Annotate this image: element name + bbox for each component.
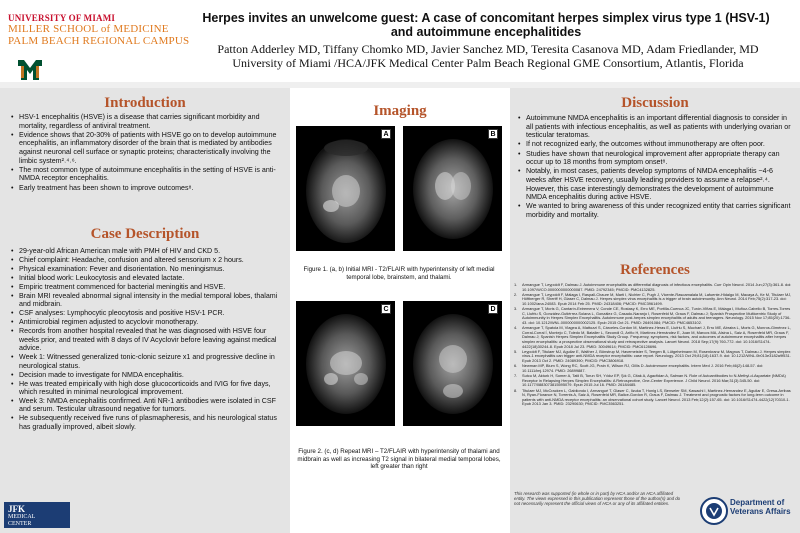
list-item: • Early treatment has been shown to improve outcomes⁸. <box>11 184 281 193</box>
list-item: • Physical examination: Fever and disorientation. No meningismus. <box>11 265 281 273</box>
affiliation: University of Miami /HCA/JFK Medical Center Palm Beach Regional GME Consortium, Atlantis, Florida <box>232 56 744 70</box>
list-item: • Evidence shows that 20-30% of patients with HSVE go on to develop autoimmune encephalitis, an inflammatory disorder of the brain that is mediated by antibodies against neuronal cell surface or synaptic proteins; characteristically involving the limbic system²˒⁴˒⁶. <box>11 131 281 165</box>
imaging-heading: Imaging <box>373 103 427 119</box>
va-seal-icon <box>700 497 728 525</box>
list-item: • Notably, in most cases, patients develop symptoms of NMDA encephalitis ~4-6 weeks after HSVE recovery, usually leading providers to assume a relapse²˒⁴. However, this case interestingly demonstrates the development of autoimmune NMDA encephalitis during active HSVE. <box>518 167 794 201</box>
list-item: • Decision made to investigate for NMDA encephalitis. <box>11 371 281 379</box>
list-item: • Initial blood work: Leukocytosis and elevated lactate. <box>11 274 281 282</box>
reference-item: 5. Leypoldt F, Titulaer MJ, Aguilar E, Walther J, Bönstrup M, Havemeister S, Teegen B, Lütgehetmann M, Rosenkranz M, Magnus T, Dalmau J. Herpes simplex virus-1 encephalitis can trigger anti-NMDA receptor encephalitis: case report. Neurology. 2013 Oct 29;81(18):1637-9. doi: 10.1212/WNL.0b013e3182a9f531. Epub 2013 Oct 2. PMID: 24089390; PMCID: PMC3806918. <box>514 348 791 363</box>
list-item: • Studies have shown that neurological improvement after appropriate therapy can occur up to 18 months from symptom onset⁸. <box>518 150 794 167</box>
case-description-list <box>11 247 281 432</box>
list-item: • Records from another hospital revealed that he was diagnosed with HSVE four weeks prior, and treated with 8 days of IV Acyclovir before leaving against medical advice. <box>11 327 281 352</box>
list-item: • Chief complaint: Headache, confusion and altered sensorium x 2 hours. <box>11 256 281 264</box>
case-description-heading: Case Description <box>90 226 200 242</box>
list-item: • He subsequently received five runs of plasmapheresis, and his neurological status has gradually improved, albeit slowly. <box>11 414 281 431</box>
references-list <box>514 283 792 408</box>
poster-title: Herpes invites an unwelcome guest: A case of concomitant herpes simplex virus type 1 (HSV-1) and autoimmune encephalitides <box>202 11 770 39</box>
list-item: • Brain MRI revealed abnormal signal intensity in the medial temporal lobes, thalami and midbrain. <box>11 292 281 309</box>
mri-image-a <box>296 126 395 251</box>
list-item: • Empiric treatment commenced for bacterial meningitis and HSVE. <box>11 283 281 291</box>
school-line-2: PALM BEACH REGIONAL CAMPUS <box>8 35 190 47</box>
va-logo-text: Department of Veterans Affairs <box>730 498 791 516</box>
reference-item: 8. Titulaer MJ, McCracken L, Gabilondo I, Armangué T, Glaser C, Iizuka T, Honig LS, Benseler SM, Kawachi I, Martinez-Hernandez E, Aguilar E, Gresa-Arribas N, Ryan-Florance N, Torrents A, Saiz A, Rosenfeld MR, Balice-Gordon R, Graus F, Dalmau J. Treatment and prognostic factors for long-term outcome in patients with anti-NMDA receptor encephalitis: an observational cohort study. Lancet Neurol. 2013 Feb;12(2):157-65. doi: 10.1016/S1474-4422(12)70310-1. Epub 2013 Jan 3. PMID: 23290630; PMCID: PMC3563251. <box>514 387 791 407</box>
list-item: • If not recognized early, the outcomes without immunotherapy are often poor. <box>518 140 794 149</box>
va-logo <box>700 494 796 528</box>
author-list: Patton Adderley MD, Tiffany Chomko MD, Javier Sanchez MD, Teresita Casanova MD, Adam Friedlander, MD <box>217 42 759 56</box>
reference-item: 4. Armangue T, Spatola M, Vlagea A, Mattozzi S, Cárceles-Cordon M, Martinez-Heras E, Llufriu S, Muchart J, Erro ME, Abraira L, Moris G, Monros-Giménez L, Corral-Corral Í, Montejo C, Toledo M, Bataller L, Secondi G, Ariño H, Martínez-Hernández E, Juan M, Marcos MA, Alsina L, Saiz A, Rosenfeld MR, Graus F, Dalmau J; Spanish Herpes Simplex Encephalitis Study Group. Frequency, symptoms, risk factors, and outcomes of autoimmune encephalitis after herpes simplex encephalitis: a prospective observational study and retrospective analysis. Lancet Neurol. 2018 Sep;17(9):760-772. doi: 10.1016/S1474-4422(18)30244-8. Epub 2018 Jul 23. PMID: 30049614; PMCID: PMC6128696. <box>514 325 791 349</box>
introduction-list <box>11 113 281 193</box>
list-item: • HSV-1 encephalitis (HSVE) is a disease that carries significant morbidity and mortality, regardless of antiviral treatment. <box>11 113 281 130</box>
list-item: • The most common type of autoimmune encephalitis in the setting of HSVE is anti-NMDA receptor encephalitis. <box>11 166 281 183</box>
reference-item: 6. Newman MP, Blum S, Wong RC, Scott JG, Prain K, Wilson RJ, Gillis D. Autoimmune encephalitis. Intern Med J. 2016 Feb;46(2):148-57. doi: 10.1111/imj.12974. PMID: 26899887. <box>514 363 764 373</box>
jfk-logo-subtext-1: MEDICAL <box>8 514 36 520</box>
list-item: • CSF analyses: Lymphocytic pleocytosis and positive HSV-1 PCR. <box>11 309 281 317</box>
figure-2-caption: Figure 2. (c, d) Repeat MRI – T2/FLAIR with hyperintensity of thalami and midbrain as well as increasing T2 signal in bilateral medial temporal lobes, left greater than right <box>297 448 501 471</box>
mri-brain-d-icon <box>403 301 502 426</box>
list-item: • We wanted to bring awareness of this under recognized entity that carries significant morbidity and mortality. <box>518 202 794 219</box>
figure-1-caption: Figure 1. (a, b) Initial MRI - T2/FLAIR with hyperintensity of left medial temporal lobe, brainstem, and thalami. <box>303 266 495 281</box>
reference-item: 7. Sutcu M, Akturk H, Somer A, Tatli B, Torun SH, Yıldız EP, Şık G, Citak A, Agacfidan A, Salman N. Role of Autoantibodies to N-Methyl-d-Aspartate (NMDA) Receptor in Relapsing Herpes Simplex Encephalitis: A Retrospective, One-Center Experience. J Child Neurol. 2016 Mar;31(3):345-50. doi: 10.1177/0883073815595079. Epub 2015 Jul 16. PMID: 26184485. <box>514 373 786 388</box>
reference-item: 1. Armangue T, Leypoldt F, Dalmau J. Autoimmune encephalitis as differential diagnosis of infectious encephalitis. Curr Opin Neurol. 2014 Jun;27(3):361-8. doi: 10.1097/WCO.0000000000000087. PMID: 24792345; PMCID: PMC4132825. <box>514 282 792 292</box>
reference-item: 2. Armangue T, Leypoldt F, Málaga I, Raspall-Chaure M, Marti I, Nichter C, Pugh J, Vicente-Rasoamalala M, Lafuente-Hidalgo M, Macaya A, Ke M, Titulaer MJ, Höftberger R, Sheriff H, Glaser C, Dalmau J. Herpes simplex virus encephalitis is a trigger of brain autoimmunity. Ann Neurol. 2014 Feb;75(2):317-23. doi: 10.1002/ana.24083. Epub 2014 Feb 25. PMID: 24318406; PMCID: PMC3961499. <box>514 291 792 306</box>
list-item: • He was treated empirically with high dose glucocorticoids and IVIG for five days, which resulted in minimal neurological improvement. <box>11 380 281 397</box>
jfk-medical-center-logo <box>4 502 70 528</box>
introduction-heading: Introduction <box>104 95 186 111</box>
university-name: UNIVERSITY OF MIAMI <box>8 13 116 23</box>
image-label-c: C <box>381 304 391 314</box>
hca-disclaimer: This research was supported (in whole or in part) by HCA and/or an HCA affiliated entity. The views expressed in this publication represent those of the author(s) and do not necessarily represent the official views of HCA or any of its affiliated entities. <box>514 491 681 506</box>
image-label-a: A <box>381 129 391 139</box>
mri-brain-a-icon <box>296 126 395 251</box>
list-item: • 29-year-old African American male with PMH of HIV and CKD 5. <box>11 247 281 255</box>
authors-block <box>208 42 768 70</box>
school-name <box>8 23 189 47</box>
list-item: • Autoimmune NMDA encephalitis is an important differential diagnosis to consider in all patients with infectious encephalitis, as well as patients with underlying ovarian or testicular teratomas. <box>518 114 794 140</box>
mri-image-b <box>403 126 502 251</box>
jfk-logo-text: JFK <box>8 504 25 514</box>
poster-header <box>0 0 800 82</box>
mri-image-c <box>296 301 395 426</box>
image-label-d: D <box>488 304 498 314</box>
jfk-logo-subtext-2: CENTER <box>8 521 32 527</box>
discussion-heading: Discussion <box>621 95 689 111</box>
image-label-b: B <box>488 129 498 139</box>
list-item: • Week 1: Witnessed generalized tonic-clonic seizure x1 and progressive decline in neurological status. <box>11 353 281 370</box>
discussion-list <box>518 114 794 220</box>
mri-brain-b-icon <box>403 126 502 251</box>
list-item: • Antimicrobial regimen adjusted to acyclovir monotherapy. <box>11 318 281 326</box>
list-item: • Week 3: NMDA encephalitis confirmed. Anti NR-1 antibodies were isolated in CSF and serum. Testicular ultrasound negative for tumors. <box>11 397 281 414</box>
reference-item: 3. Armangue T, Moris G, Cantarín-Extremera V, Conde CE, Rostasy K, Erro ME, Portilla-Cuenca JC, Turón-Viñas E, Málaga I, Muñoz-Cabello B, Torres-Torres C, Llufriu S, González-Gutiérrez-Solana L, González G, Casado-Naranjo I, Rosenfeld M, Graus F, Dalmau J; Spanish Prospective Multicentric Study of Autoimmunity in Herpes Simplex Encephalitis. Autoimmune post-herpes simplex encephalitis of adults and teenagers. Neurology. 2015 Nov 17;85(20):1736-43. doi: 10.1212/WNL.0000000000002125. Epub 2015 Oct 21. PMID: 26491084; PMCID: PMC4653102. <box>514 306 791 325</box>
um-logo-icon <box>18 60 42 80</box>
references-heading: References <box>620 262 690 278</box>
mri-image-d <box>403 301 502 426</box>
mri-brain-c-icon <box>296 301 395 426</box>
school-line-1: MILLER SCHOOL of MEDICINE <box>8 23 169 35</box>
